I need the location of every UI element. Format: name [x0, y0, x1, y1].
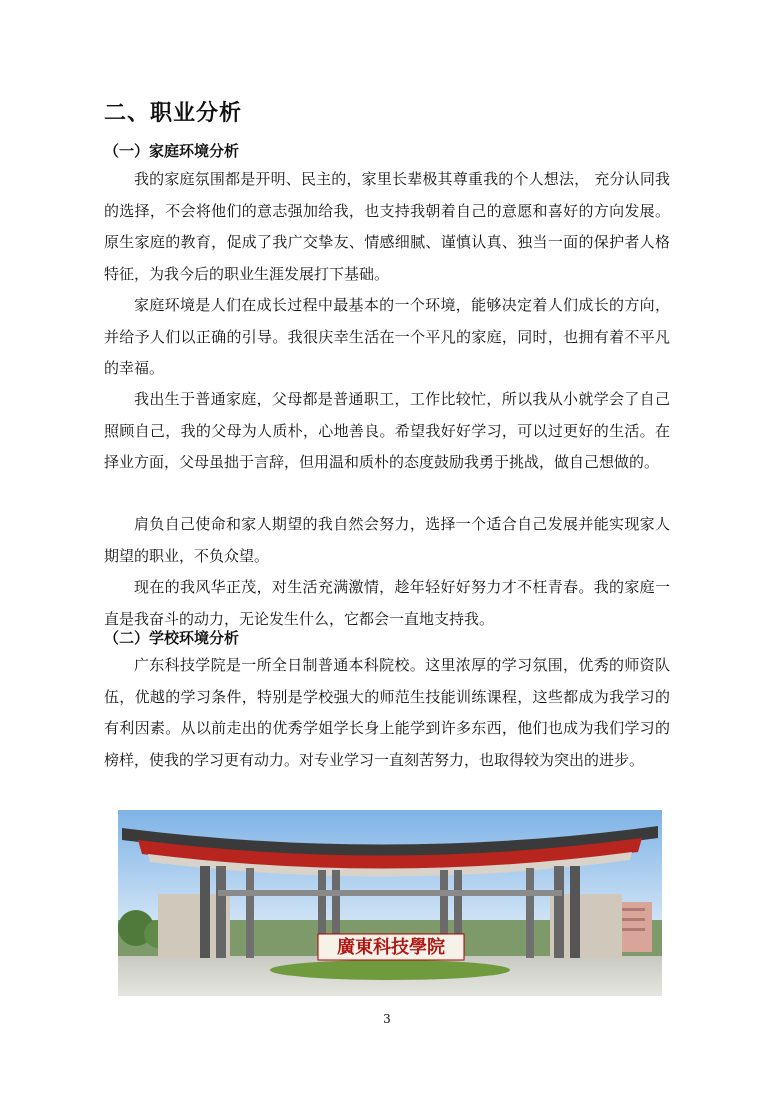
subsection-title-family: （一）家庭环境分析 [104, 142, 240, 160]
paragraph: 我的家庭氛围都是开明、民主的，家里长辈极其尊重我的个人想法， 充分认同我的选择，不会将他们的意志强加给我，也支持我朝着自己的意愿和喜好的方向发展。原生家庭的教育，促成了我广交挚友、情感细腻、谨慎认真、独当一面的保护者人格特征，为我今后的职业生涯发展打下基础。 [104, 170, 670, 283]
page-number: 3 [383, 1012, 391, 1026]
paragraph: 我出生于普通家庭，父母都是普通职工，工作比较忙，所以我从小就学会了自己照顾自己，我的父母为人质朴，心地善良。希望我好好学习，可以过更好的生活。在择业方面，父母虽拙于言辞，但用温和质朴的态度鼓励我勇于挑战，做自己想做的。 [104, 390, 670, 471]
paragraph: 广东科技学院是一所全日制普通本科院校。这里浓厚的学习氛围，优秀的师资队伍，优越的学习条件，特别是学校强大的师范生技能训练课程，这些都成为我学习的有利因素。从以前走出的优秀学姐学长身上能学到许多东西，他们也成为我们学习的榜样，使我的学习更有动力。对专业学习一直刻苦努力，也取得较为突出的进步。 [104, 656, 670, 769]
campus-sign-text: 廣東科技學院 [337, 937, 445, 958]
section-heading: 二、职业分析 [104, 101, 243, 126]
paragraph: 现在的我风华正茂，对生活充满激情，趁年轻好好努力才不枉青春。我的家庭一直是我奋斗的动力，无论发生什么，它都会一直地支持我。 [104, 578, 670, 628]
campus-gate-photo [118, 810, 662, 996]
paragraph: 家庭环境是人们在成长过程中最基本的一个环境，能够决定着人们成长的方向，并给予人们以正确的引导。我很庆幸生活在一个平凡的家庭，同时，也拥有着不平凡的幸福。 [104, 296, 670, 377]
paragraph: 肩负自己使命和家人期望的我自然会努力，选择一个适合自己发展并能实现家人期望的职业，不负众望。 [104, 515, 670, 565]
subsection-title-school: （二）学校环境分析 [104, 629, 240, 647]
